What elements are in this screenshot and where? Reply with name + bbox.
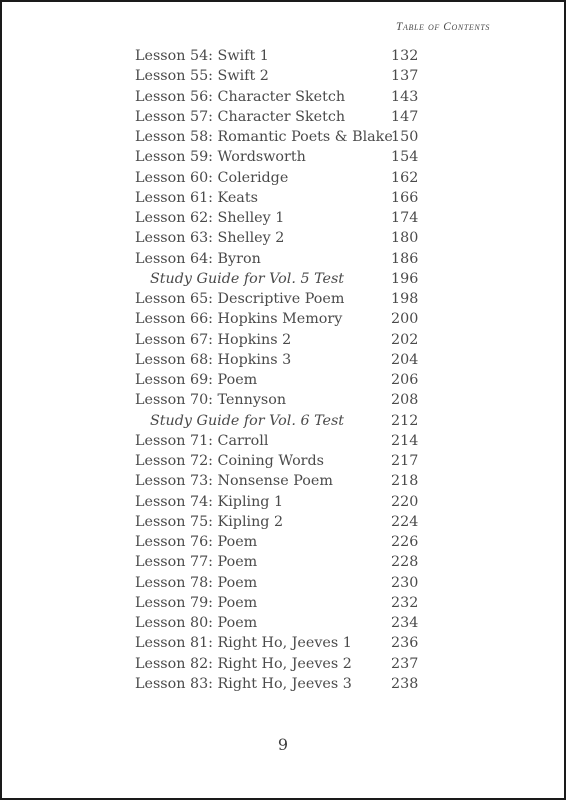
toc-entry-title: Lesson 63: Shelley 2: [135, 230, 285, 247]
toc-entry-title: Lesson 58: Romantic Poets & Blake: [135, 129, 393, 145]
toc-entry-title: Lesson 54: Swift 1: [135, 48, 269, 64]
toc-entry-title: Lesson 60: Coleridge: [135, 169, 289, 186]
toc-entry-title: Lesson 78: Poem: [135, 574, 258, 591]
toc-entry-title: Lesson 75: Kipling 2: [135, 513, 284, 530]
toc-entry-title: Lesson 69: Poem: [135, 372, 258, 388]
toc-entry-title: Lesson 80: Poem: [135, 615, 258, 631]
page-number: 9: [277, 735, 289, 754]
toc-entry-page: 224: [391, 513, 419, 530]
toc-lesson-entry: [135, 674, 420, 694]
toc-entry-page: 217: [391, 453, 419, 469]
toc-lesson-entry: [135, 552, 420, 572]
toc-entry-title: Lesson 59: Wordsworth: [135, 149, 306, 166]
toc-lesson-entry: [135, 87, 420, 107]
toc-lesson-entry: [135, 228, 420, 248]
toc-entry-page: 228: [391, 554, 419, 571]
toc-entry-page: 238: [391, 675, 419, 692]
toc-lesson-entry: [135, 370, 420, 390]
toc-lesson-entry: [135, 46, 420, 66]
toc-lesson-entry: [135, 431, 420, 451]
toc-entry-title: Lesson 57: Character Sketch: [135, 108, 346, 125]
toc-lesson-entry: [135, 168, 420, 188]
toc-entry-page: 147: [391, 108, 419, 125]
toc-lesson-entry: [135, 188, 420, 208]
toc-lesson-entry: [135, 471, 420, 491]
toc-entry-page: 226: [391, 534, 419, 550]
toc-entry-page: 230: [391, 574, 419, 591]
toc-entry-title: Lesson 68: Hopkins 3: [135, 351, 292, 368]
toc-entry-page: 200: [391, 311, 419, 328]
toc-entry-title: Lesson 65: Descriptive Poem: [135, 291, 345, 307]
toc-entry-page: 212: [391, 412, 419, 429]
toc-entry-page: 236: [391, 635, 419, 652]
toc-entry-page: 232: [391, 594, 419, 611]
toc-study-guide-entry: [135, 411, 420, 431]
toc-entry-page: 186: [391, 250, 419, 267]
toc-lesson-entry: [135, 654, 420, 674]
toc-entry-title: Lesson 76: Poem: [135, 534, 258, 550]
toc-entry-title: Lesson 70: Tennyson: [135, 392, 287, 409]
toc-study-guide-entry: [135, 269, 420, 289]
toc-lesson-entry: [135, 532, 420, 552]
toc-entry-title: Lesson 73: Nonsense Poem: [135, 473, 333, 490]
running-header: Table of Contents: [395, 21, 490, 33]
toc-lesson-entry: [135, 451, 420, 471]
toc-entry-title: Lesson 61: Keats: [135, 189, 258, 206]
toc-entry-page: 202: [391, 331, 419, 348]
toc-entry-title: Lesson 71: Carroll: [135, 432, 269, 449]
toc-entry-page: 154: [391, 149, 419, 166]
toc-entry-page: 218: [391, 473, 419, 490]
toc-entry-title: Lesson 55: Swift 2: [135, 68, 269, 85]
toc-entry-title: Lesson 66: Hopkins Memory: [135, 311, 343, 328]
toc-lesson-entry: [135, 593, 420, 613]
toc-entry-page: 234: [391, 615, 419, 631]
toc-entry-page: 220: [391, 493, 419, 510]
toc-entry-page: 204: [391, 351, 419, 368]
toc-entry-title: Lesson 83: Right Ho, Jeeves 3: [135, 675, 352, 692]
toc-entry-page: 162: [391, 169, 419, 186]
toc-lesson-entry: [135, 350, 420, 370]
toc-entry-title: Lesson 72: Coining Words: [135, 453, 325, 469]
toc-lesson-entry: [135, 633, 420, 653]
toc-entry-page: 180: [391, 230, 419, 247]
toc-entry-page: 198: [391, 291, 419, 307]
toc-entry-page: 237: [391, 655, 419, 672]
toc-lesson-entry: [135, 309, 420, 329]
toc-entry-title: Lesson 82: Right Ho, Jeeves 2: [135, 655, 352, 672]
toc-entry-page: 132: [391, 48, 419, 64]
toc-lesson-entry: [135, 512, 420, 532]
toc-entry-title: Lesson 56: Character Sketch: [135, 88, 346, 105]
toc-entry-page: 214: [391, 432, 419, 449]
toc-lesson-entry: [135, 289, 420, 309]
toc-entry-page: 208: [391, 392, 419, 409]
toc-entry-page: 143: [391, 88, 419, 105]
toc-lesson-entry: [135, 390, 420, 410]
toc-entry-page: 150: [391, 129, 419, 145]
toc-entry-page: 196: [391, 270, 419, 287]
toc-lesson-entry: [135, 66, 420, 86]
toc-entry-page: 174: [391, 210, 419, 226]
toc-entry-title: Lesson 81: Right Ho, Jeeves 1: [135, 635, 352, 652]
toc-entry-page: 206: [391, 372, 419, 388]
toc-lesson-entry: [135, 127, 420, 147]
toc-entry-title: Lesson 64: Byron: [135, 250, 261, 267]
toc-lesson-entry: [135, 208, 420, 228]
toc-lesson-entry: [135, 147, 420, 167]
toc-entry-page: 166: [391, 189, 419, 206]
toc-entry-title: Lesson 79: Poem: [135, 594, 258, 611]
toc-entry-page: 137: [391, 68, 419, 85]
toc-lesson-entry: [135, 107, 420, 127]
toc-entry-title: Lesson 74: Kipling 1: [135, 493, 284, 510]
toc-entry-title: Lesson 67: Hopkins 2: [135, 331, 292, 348]
toc-lesson-entry: [135, 330, 420, 350]
toc-lesson-entry: [135, 492, 420, 512]
table-of-contents: [135, 46, 420, 694]
toc-lesson-entry: [135, 249, 420, 269]
toc-entry-title: Study Guide for Vol. 5 Test: [150, 270, 345, 287]
toc-entry-title: Lesson 62: Shelley 1: [135, 210, 285, 226]
toc-entry-title: Study Guide for Vol. 6 Test: [150, 412, 345, 429]
toc-entry-title: Lesson 77: Poem: [135, 554, 258, 571]
toc-lesson-entry: [135, 613, 420, 633]
toc-lesson-entry: [135, 573, 420, 593]
